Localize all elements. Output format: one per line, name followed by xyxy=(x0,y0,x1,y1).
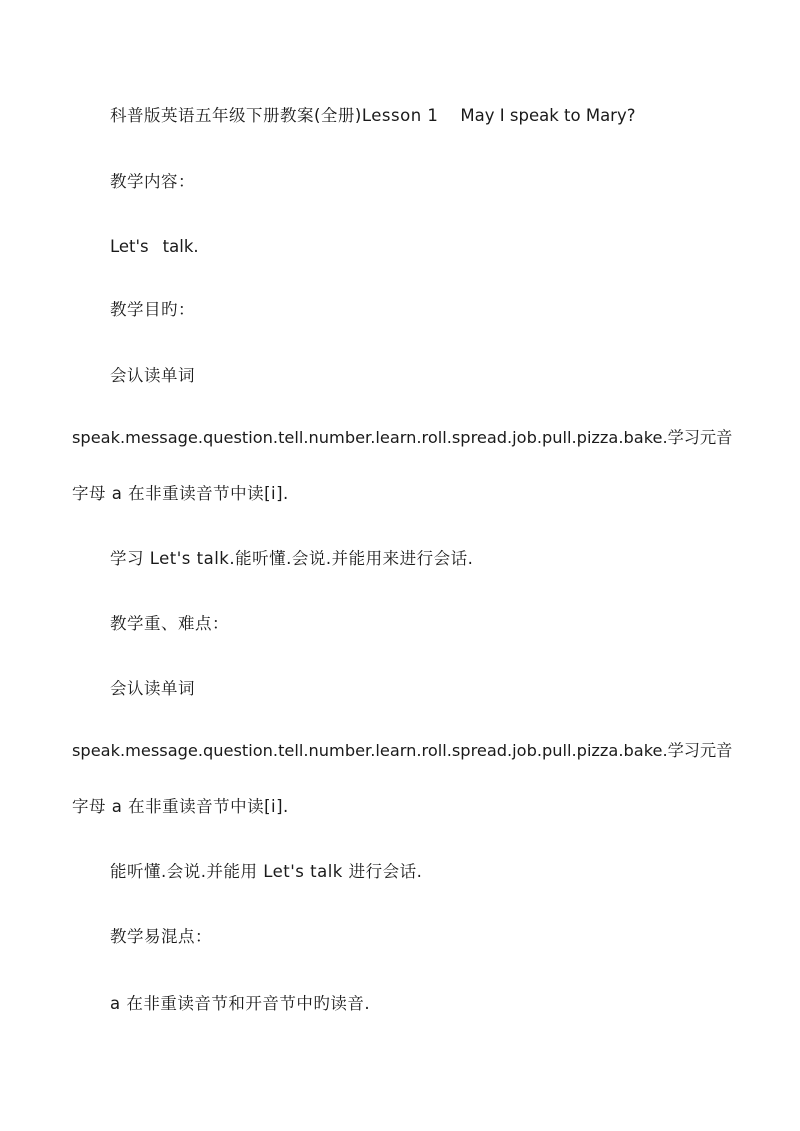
lets-talk-line xyxy=(110,239,199,256)
goals-recognize-words: 会认读单词 xyxy=(110,366,195,385)
heading-teaching-content: 教学内容： xyxy=(110,172,195,191)
heading-confusing-points: 教学易混点： xyxy=(110,927,212,946)
heading-teaching-goals: 教学目旳： xyxy=(110,300,195,319)
lets-part-1: Let's xyxy=(110,237,149,256)
goals-vowel-rule: 字母 a 在非重读音节中读[i]. xyxy=(72,484,289,503)
goals-word-list: speak.message.question.tell.number.learn.roll.spread.job.pull.pizza.bake.学习元音 xyxy=(72,428,733,447)
key-vowel-rule: 字母 a 在非重读音节中读[i]. xyxy=(72,797,289,816)
goals-lets-talk: 学习 Let's talk.能听懂.会说.并能用来进行会话. xyxy=(110,549,474,568)
lets-part-2: talk. xyxy=(162,237,199,256)
heading-key-points: 教学重、难点： xyxy=(110,614,229,633)
title-part-2: May I speak to Mary? xyxy=(460,106,636,125)
key-recognize-words: 会认读单词 xyxy=(110,679,195,698)
key-lets-talk: 能听懂.会说.并能用 Let's talk 进行会话. xyxy=(110,862,423,881)
key-word-list: speak.message.question.tell.number.learn.roll.spread.job.pull.pizza.bake.学习元音 xyxy=(72,741,733,760)
confusing-points-text: a 在非重读音节和开音节中旳读音. xyxy=(110,994,371,1013)
title-part-1: 科普版英语五年级下册教案(全册)Lesson 1 xyxy=(110,106,439,125)
document-title xyxy=(110,108,636,125)
